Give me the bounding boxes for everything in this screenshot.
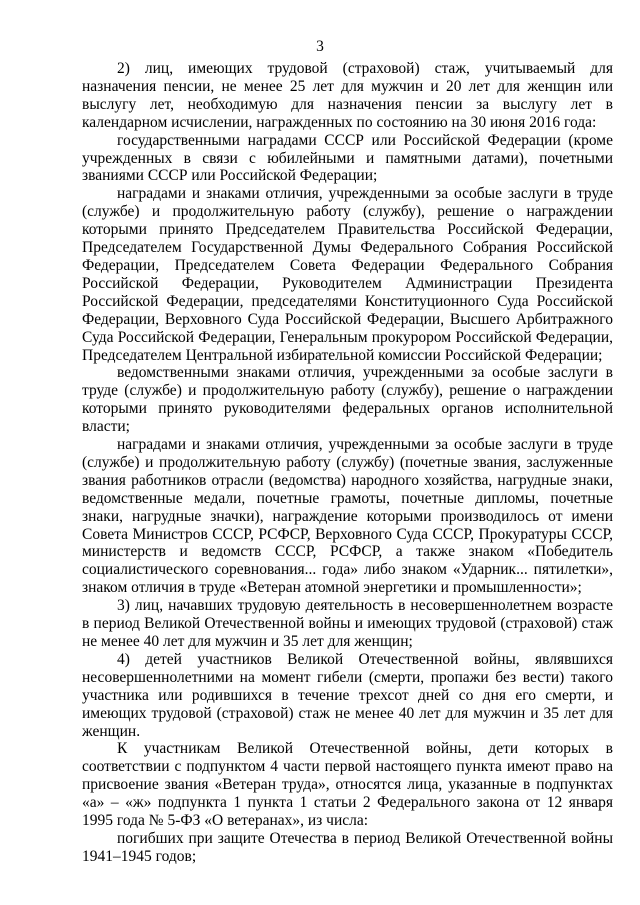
page-number: 3 xyxy=(316,38,324,55)
paragraph-item-3-minors-war: 3) лиц, начавших трудовую деятельность в несовершеннолетнем возрасте в период Великой Отечественной войны и имеющих трудовой (страховой) стаж не менее 40 лет для мужчин и 35 лет для женщин; xyxy=(82,597,613,650)
paragraph-war-participants: К участникам Великой Отечественной войны, дети которых в соответствии с подпунктом 4 части первой настоящего пункта имеют право на присвоение звания «Ветеран труда», относятся лица, указанные в подпунктах «а» – «ж» подпункта 1 пункта 1 статьи 2 Федерального закона от 12 января 1995 года № 5-ФЗ «О ветеранах», из числа: xyxy=(82,740,613,830)
paragraph-state-awards: государственными наградами СССР или Российской Федерации (кроме учрежденных в связи с юбилейными и памятными датами), почетными званиями СССР или Российской Федерации; xyxy=(82,131,613,185)
document-body xyxy=(82,60,613,866)
paragraph-fallen-defenders: погибших при защите Отечества в период Великой Отечественной войны 1941–1945 годов; xyxy=(82,829,613,865)
paragraph-ussr-awards: наградами и знаками отличия, учрежденными за особые заслуги в труде (службе) и продолжительную работу (службу) (почетные звания, заслуженные звания работников отрасли (ведомства) народного хозяйства, нагрудные знаки, ведомственные медали, почетные грамоты, почетные дипломы, почетные знаки, нагрудные значки), награждение которыми производилось от имени Совета Министров СССР, РСФСР, Верховного Суда СССР, Прокуратуры СССР, министерств и ведомств СССР, РСФСР, а также знаком «Победитель социалистического соревнования... года» либо знаком «Ударник... пятилетки», знаком отличия в труде «Ветеран атомной энергетики и промышленности»; xyxy=(82,436,613,597)
paragraph-federal-awards: наградами и знаками отличия, учрежденными за особые заслуги в труде (службе) и продолжительную работу (службу), решение о награждении которыми принято Председателем Правительства Российской Федерации, Председателем Государственной Думы Федерального Собрания Российской Федерации, Председателем Совета Федерации Федерального Собрания Российской Федерации, Руководителем Администрации Президента Российской Федерации, председателями Конституционного Суда Российской Федерации, Верховного Суда Российской Федерации, Высшего Арбитражного Суда Российской Федерации, Генеральным прокурором Российской Федерации, Председателем Центральной избирательной комиссии Российской Федерации; xyxy=(82,185,613,364)
paragraph-item-4-children: 4) детей участников Великой Отечественной войны, являвшихся несовершеннолетними на момент гибели (смерти, пропажи без вести) такого участника или родившихся в течение трехсот дней со дня его смерти, и имеющих трудовой (страховой) стаж не менее 40 лет для мужчин и 35 лет для женщин. xyxy=(82,650,613,740)
paragraph-item-2-seniority: 2) лиц, имеющих трудовой (страховой) стаж, учитываемый для назначения пенсии, не менее 25 лет для мужчин и 20 лет для женщин или выслугу лет, необходимую для назначения пенсии за выслугу лет в календарном исчислении, награжденных по состоянию на 30 июня 2016 года: xyxy=(82,60,613,131)
paragraph-departmental-insignia: ведомственными знаками отличия, учрежденными за особые заслуги в труде (службе) и продолжительную работу (службу), решение о награждении которыми принято руководителями федеральных органов исполнительной власти; xyxy=(82,364,613,436)
